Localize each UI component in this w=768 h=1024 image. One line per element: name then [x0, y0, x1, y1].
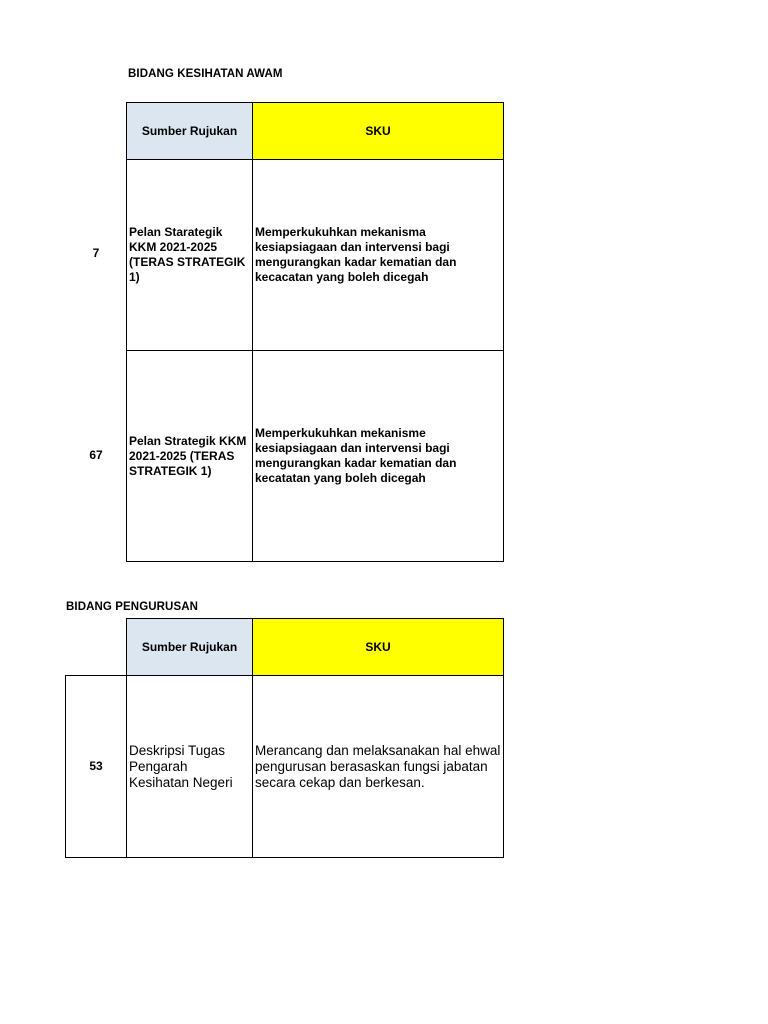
- header-sumber-rujukan: Sumber Rujukan: [126, 618, 253, 676]
- row-number: 67: [89, 448, 103, 462]
- header-sumber-rujukan: Sumber Rujukan: [126, 102, 253, 160]
- sku-cell: Memperkukuhkan mekanisme kesiapsiagaan dan intervensi bagi mengurangkan kadar kematian dan kecatatan yang boleh dicegah: [252, 350, 504, 562]
- sku-cell: Merancang dan melaksanakan hal ehwal pengurusan berasaskan fungsi jabatan secara cekap dan berkesan.: [252, 675, 504, 858]
- sumber-rujukan-cell: Pelan Starategik KKM 2021-2025 (TERAS STRATEGIK 1): [126, 159, 253, 351]
- sumber-rujukan-cell: Pelan Strategik KKM 2021-2025 (TERAS STRATEGIK 1): [126, 350, 253, 562]
- sumber-rujukan-cell: Deskripsi Tugas Pengarah Kesihatan Negeri: [126, 675, 253, 858]
- sku-cell: Memperkukuhkan mekanisma kesiapsiagaan dan intervensi bagi mengurangkan kadar kematian dan kecacatan yang boleh dicegah: [252, 159, 504, 351]
- header-sku: SKU: [252, 102, 504, 160]
- header-sku: SKU: [252, 618, 504, 676]
- section-title-kesihatan-awam: BIDANG KESIHATAN AWAM: [128, 68, 283, 80]
- row-number: 7: [92, 246, 100, 260]
- row-number-cell: 53: [65, 675, 127, 858]
- section-title-pengurusan: BIDANG PENGURUSAN: [66, 601, 199, 613]
